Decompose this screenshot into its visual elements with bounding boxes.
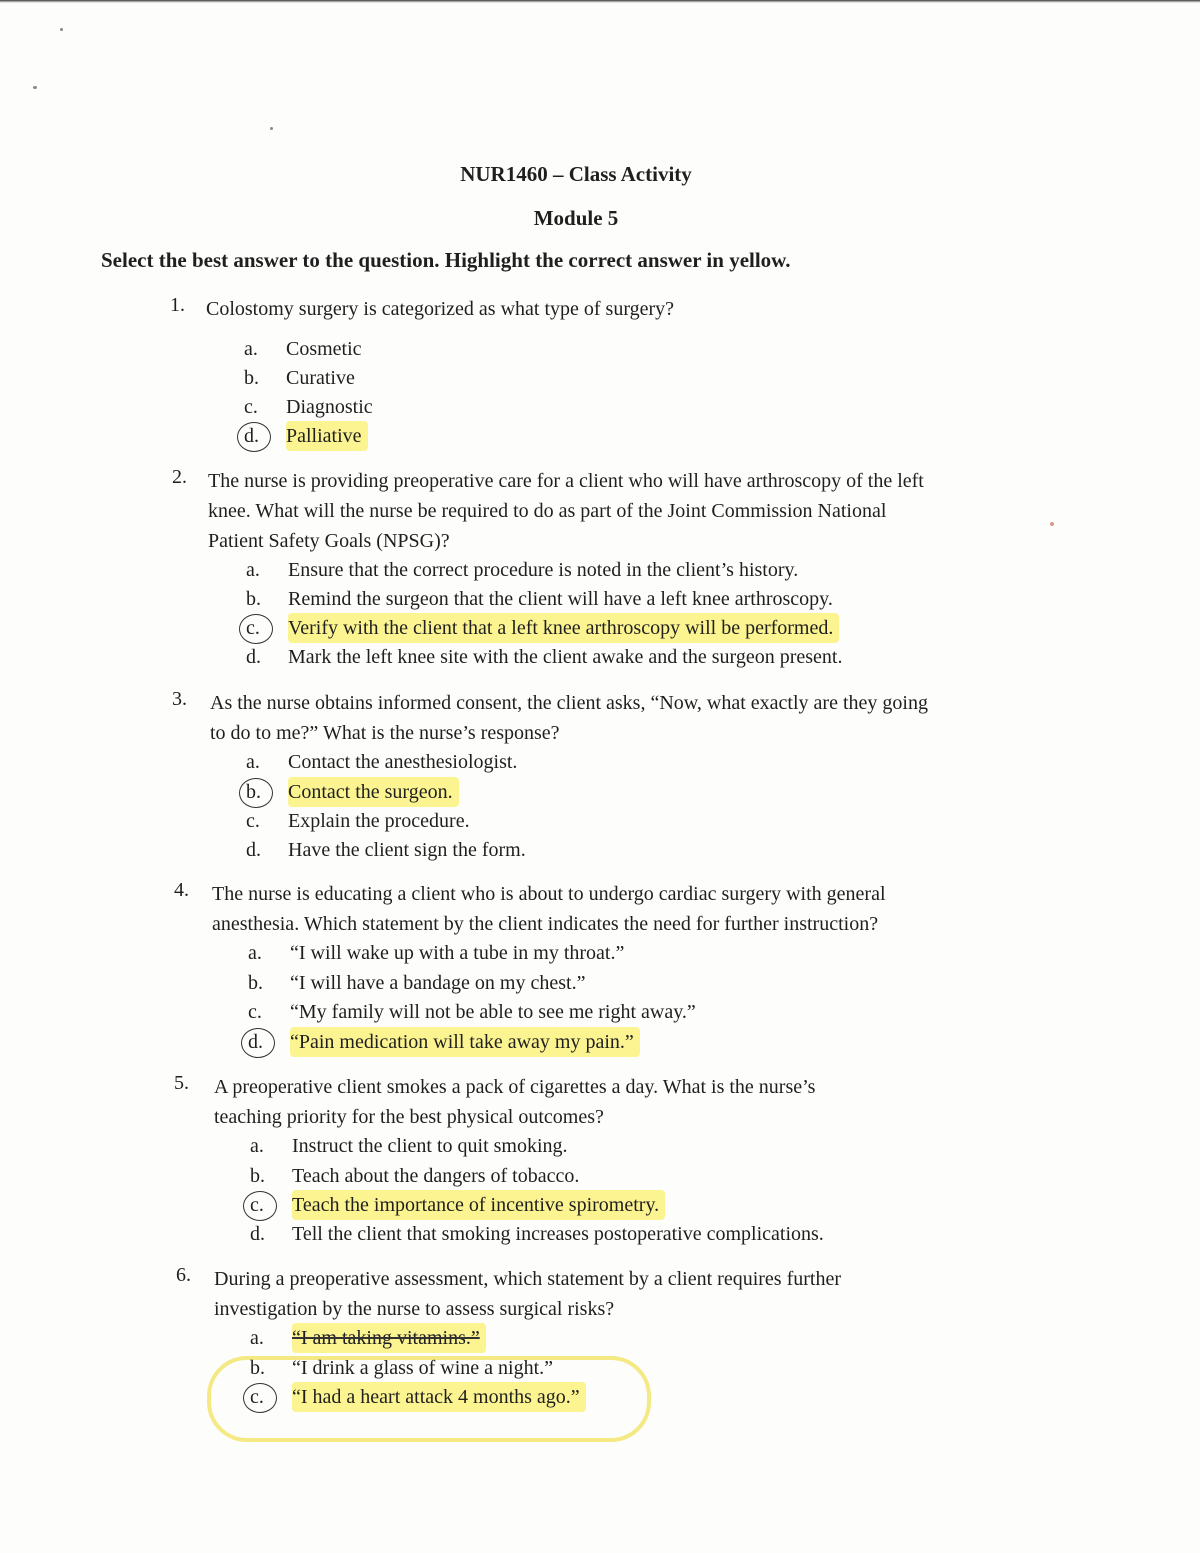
stem-line: Patient Safety Goals (NPSG)? <box>208 530 450 552</box>
stem-line: As the nurse obtains informed consent, the client asks, “Now, what exactly are they going <box>210 692 928 714</box>
option-letter: d. <box>250 1223 265 1245</box>
option-letter: c. <box>248 1001 262 1023</box>
scan-speck <box>60 28 63 31</box>
option-text: Teach about the dangers of tobacco. <box>292 1165 580 1187</box>
stem-line: Colostomy surgery is categorized as what type of surgery? <box>206 298 675 320</box>
option-text: Contact the anesthesiologist. <box>288 751 518 773</box>
option-text: Remind the surgeon that the client will have a left knee arthroscopy. <box>288 588 833 610</box>
stem-line: to do to me?” What is the nurse’s response? <box>210 722 560 744</box>
option-text: Cosmetic <box>286 338 362 360</box>
scan-speck <box>270 127 273 130</box>
question-number: 5. <box>174 1072 189 1094</box>
question-stem <box>208 466 924 556</box>
question-number: 4. <box>174 879 189 901</box>
option-text: Instruct the client to quit smoking. <box>292 1135 568 1157</box>
stem-line: anesthesia. Which statement by the client indicates the need for further instruction? <box>212 913 879 935</box>
option-letter: c. <box>250 1386 264 1408</box>
question-stem <box>210 688 928 748</box>
question-stem <box>214 1264 841 1324</box>
option-letter: a. <box>250 1327 264 1349</box>
option-letter: a. <box>246 559 260 581</box>
option-text: “Pain medication will take away my pain.” <box>290 1027 640 1057</box>
option-letter: b. <box>246 588 261 610</box>
option-letter: d. <box>246 839 261 861</box>
option-text: Teach the importance of incentive spirometry. <box>292 1190 665 1220</box>
option-text: Contact the surgeon. <box>288 777 459 807</box>
option-letter: d. <box>248 1031 263 1053</box>
option-text: Have the client sign the form. <box>288 839 526 861</box>
option-letter: c. <box>250 1194 264 1216</box>
option-text: Tell the client that smoking increases postoperative complications. <box>292 1223 824 1245</box>
option-text: “I will have a bandage on my chest.” <box>290 972 586 994</box>
stem-line: A preoperative client smokes a pack of cigarettes a day. What is the nurse’s <box>214 1076 816 1098</box>
option-text: Curative <box>286 367 355 389</box>
option-text: “I will wake up with a tube in my throat.” <box>290 942 625 964</box>
scan-edge-line <box>0 0 1200 3</box>
option-letter: c. <box>246 810 260 832</box>
question-number: 6. <box>176 1264 191 1286</box>
option-text: Palliative <box>286 421 368 451</box>
module-label: Module 5 <box>533 206 619 230</box>
question-number: 2. <box>172 466 187 488</box>
option-letter: d. <box>246 646 261 668</box>
option-letter: b. <box>250 1357 265 1379</box>
option-text: Mark the left knee site with the client awake and the surgeon present. <box>288 646 843 668</box>
stem-line: The nurse is educating a client who is about to undergo cardiac surgery with general <box>212 883 886 905</box>
option-text: Explain the procedure. <box>288 810 470 832</box>
option-letter: a. <box>244 338 258 360</box>
stem-line: During a preoperative assessment, which statement by a client requires further <box>214 1268 842 1290</box>
question-stem <box>214 1072 815 1132</box>
option-letter: c. <box>246 617 260 639</box>
stem-line: teaching priority for the best physical outcomes? <box>214 1106 604 1128</box>
option-letter: b. <box>244 367 259 389</box>
option-text: “My family will not be able to see me right away.” <box>290 1001 696 1023</box>
option-letter: b. <box>250 1165 265 1187</box>
option-letter: a. <box>248 942 262 964</box>
question-number: 3. <box>172 688 187 710</box>
option-letter: a. <box>246 751 260 773</box>
option-text: Diagnostic <box>286 396 373 418</box>
question-stem <box>212 879 886 939</box>
option-text: “I drink a glass of wine a night.” <box>292 1357 554 1379</box>
option-text: “I am taking vitamins.” <box>292 1323 486 1353</box>
option-text: “I had a heart attack 4 months ago.” <box>292 1382 586 1412</box>
option-letter: a. <box>250 1135 264 1157</box>
question-stem <box>206 294 674 324</box>
question-number: 1. <box>170 294 185 316</box>
stem-line: investigation by the nurse to assess surgical risks? <box>214 1298 615 1320</box>
option-letter: b. <box>248 972 263 994</box>
stem-line: knee. What will the nurse be required to do as part of the Joint Commission National <box>208 500 887 522</box>
option-letter: d. <box>244 425 259 447</box>
instructions: Select the best answer to the question. Highlight the correct answer in yellow. <box>101 248 791 272</box>
option-letter: c. <box>244 396 258 418</box>
scan-speck <box>33 86 37 89</box>
option-letter: b. <box>246 781 261 803</box>
option-text: Verify with the client that a left knee arthroscopy will be performed. <box>288 613 839 643</box>
page-title: NUR1460 – Class Activity <box>460 162 692 186</box>
scan-speck <box>1050 522 1054 526</box>
option-text: Ensure that the correct procedure is noted in the client’s history. <box>288 559 799 581</box>
stem-line: The nurse is providing preoperative care for a client who will have arthroscopy of the left <box>208 470 924 492</box>
